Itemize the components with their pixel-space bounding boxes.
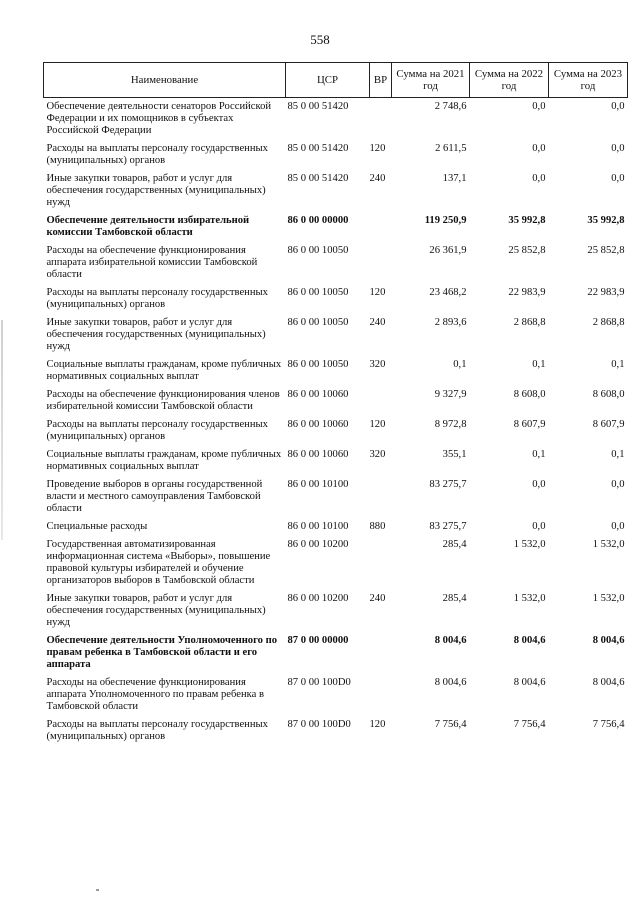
table-row bbox=[44, 170, 628, 212]
row-name: Расходы на обеспечение функционирования аппарата избирательной комиссии Тамбовской области bbox=[46, 245, 258, 280]
row-vr-code: 320 bbox=[369, 449, 386, 460]
table-row bbox=[44, 590, 628, 632]
row-sum-2022: 8 608,0 bbox=[513, 389, 546, 400]
row-sum-2021: 2 611,5 bbox=[435, 143, 467, 154]
header-sum-2021: Сумма на 2021 год bbox=[392, 63, 470, 98]
row-sum-2021: 0,1 bbox=[453, 359, 467, 370]
row-sum-2023: 0,0 bbox=[611, 101, 625, 112]
row-vr-code bbox=[370, 212, 392, 242]
header-sum-2023: Сумма на 2023 год bbox=[549, 63, 628, 98]
budget-table bbox=[43, 62, 628, 746]
row-name: Социальные выплаты гражданам, кроме публичных нормативных социальных выплат bbox=[46, 449, 282, 472]
table-row bbox=[44, 314, 628, 356]
row-csr-code: 86 0 00 10100 bbox=[287, 521, 349, 532]
row-vr-code bbox=[370, 674, 392, 716]
row-vr-code bbox=[370, 476, 392, 518]
table-row bbox=[44, 716, 628, 746]
row-vr-code: 240 bbox=[369, 317, 386, 328]
table-row bbox=[44, 536, 628, 590]
row-name: Расходы на обеспечение функционирования аппарата Уполномоченного по правам ребенка в Тамбовской области bbox=[46, 677, 264, 712]
row-sum-2021: 285,4 bbox=[442, 539, 467, 550]
table-row bbox=[44, 416, 628, 446]
row-name: Иные закупки товаров, работ и услуг для обеспечения государственных (муниципальных) нужд bbox=[46, 173, 266, 208]
row-csr-code: 87 0 00 00000 bbox=[287, 635, 349, 646]
row-sum-2021: 83 275,7 bbox=[429, 521, 467, 532]
header-csr: ЦСР bbox=[286, 63, 370, 98]
row-name: Иные закупки товаров, работ и услуг для обеспечения государственных (муниципальных) нужд bbox=[46, 593, 266, 628]
row-csr-code: 86 0 00 10050 bbox=[287, 317, 349, 328]
row-sum-2021: 26 361,9 bbox=[429, 245, 467, 256]
row-sum-2021: 23 468,2 bbox=[429, 287, 467, 298]
row-csr-code: 86 0 00 10060 bbox=[287, 389, 349, 400]
row-name: Расходы на выплаты персоналу государственных (муниципальных) органов bbox=[46, 287, 268, 310]
table-row bbox=[44, 98, 628, 141]
row-sum-2022: 8 607,9 bbox=[513, 419, 546, 430]
row-vr-code bbox=[370, 386, 392, 416]
row-sum-2022: 0,1 bbox=[532, 449, 546, 460]
row-sum-2021: 8 004,6 bbox=[434, 677, 467, 688]
row-vr-code: 120 bbox=[369, 419, 386, 430]
row-sum-2023: 0,0 bbox=[611, 173, 625, 184]
row-sum-2023: 1 532,0 bbox=[592, 593, 625, 604]
row-vr-code: 240 bbox=[369, 593, 386, 604]
row-name: Расходы на выплаты персоналу государственных (муниципальных) органов bbox=[46, 143, 268, 166]
row-vr-code: 120 bbox=[369, 143, 386, 154]
table-row bbox=[44, 140, 628, 170]
row-sum-2021: 7 756,4 bbox=[434, 719, 467, 730]
row-sum-2022: 0,0 bbox=[532, 101, 546, 112]
table-row bbox=[44, 242, 628, 284]
row-csr-code: 87 0 00 100D0 bbox=[287, 677, 351, 688]
row-name: Расходы на выплаты персоналу государственных (муниципальных) органов bbox=[46, 419, 268, 442]
row-sum-2022: 0,0 bbox=[532, 521, 546, 532]
row-csr-code: 86 0 00 10050 bbox=[287, 287, 349, 298]
scan-dot bbox=[96, 889, 99, 891]
row-sum-2021: 2 893,6 bbox=[434, 317, 467, 328]
table-header-row bbox=[44, 63, 628, 98]
row-sum-2022: 35 992,8 bbox=[508, 215, 546, 226]
row-vr-code bbox=[370, 536, 392, 590]
row-csr-code: 85 0 00 51420 bbox=[287, 101, 349, 112]
row-name: Социальные выплаты гражданам, кроме публичных нормативных социальных выплат bbox=[46, 359, 282, 382]
row-sum-2021: 8 972,8 bbox=[434, 419, 467, 430]
row-vr-code: 240 bbox=[369, 173, 386, 184]
row-sum-2022: 25 852,8 bbox=[508, 245, 546, 256]
row-sum-2022: 8 004,6 bbox=[513, 677, 546, 688]
row-name: Обеспечение деятельности Уполномоченного по правам ребенка в Тамбовской области и его аппарата bbox=[46, 635, 277, 670]
row-sum-2023: 8 004,6 bbox=[592, 635, 625, 646]
row-sum-2022: 22 983,9 bbox=[508, 287, 546, 298]
row-sum-2021: 83 275,7 bbox=[429, 479, 467, 490]
row-sum-2023: 0,0 bbox=[611, 143, 625, 154]
table-row bbox=[44, 446, 628, 476]
row-sum-2022: 0,0 bbox=[532, 173, 546, 184]
row-csr-code: 86 0 00 10200 bbox=[287, 593, 349, 604]
row-csr-code: 86 0 00 10050 bbox=[287, 245, 349, 256]
row-name: Обеспечение деятельности сенаторов Российской Федерации и их помощников в субъектах Российской Федерации bbox=[46, 101, 272, 136]
table-row bbox=[44, 284, 628, 314]
header-vr: ВР bbox=[370, 63, 392, 98]
row-csr-code: 85 0 00 51420 bbox=[287, 143, 349, 154]
table-body bbox=[44, 98, 628, 747]
table-row bbox=[44, 518, 628, 536]
row-name: Государственная автоматизированная информационная система «Выборы», повышение правовой культуры избирателей и обучение организаторов выборов в Тамбовской области bbox=[46, 539, 271, 586]
header-sum-2022: Сумма на 2022 год bbox=[470, 63, 549, 98]
table-row bbox=[44, 632, 628, 674]
scan-margin-mark bbox=[1, 320, 3, 540]
row-sum-2023: 7 756,4 bbox=[592, 719, 625, 730]
row-name: Специальные расходы bbox=[46, 521, 148, 532]
row-vr-code: 120 bbox=[369, 287, 386, 298]
row-vr-code bbox=[370, 98, 392, 141]
row-sum-2022: 0,0 bbox=[532, 479, 546, 490]
row-sum-2023: 1 532,0 bbox=[592, 539, 625, 550]
row-csr-code: 86 0 00 10060 bbox=[287, 419, 349, 430]
row-csr-code: 86 0 00 00000 bbox=[287, 215, 349, 226]
row-sum-2023: 25 852,8 bbox=[587, 245, 625, 256]
row-name: Расходы на выплаты персоналу государственных (муниципальных) органов bbox=[46, 719, 268, 742]
row-sum-2021: 9 327,9 bbox=[434, 389, 467, 400]
row-name: Иные закупки товаров, работ и услуг для обеспечения государственных (муниципальных) нужд bbox=[46, 317, 266, 352]
page-number: 558 bbox=[310, 32, 330, 47]
table-row bbox=[44, 476, 628, 518]
row-sum-2023: 0,1 bbox=[611, 449, 625, 460]
row-sum-2022: 1 532,0 bbox=[513, 539, 546, 550]
row-sum-2023: 0,1 bbox=[611, 359, 625, 370]
table-row bbox=[44, 212, 628, 242]
row-sum-2021: 8 004,6 bbox=[434, 635, 467, 646]
row-csr-code: 86 0 00 10060 bbox=[287, 449, 349, 460]
row-name: Расходы на обеспечение функционирования членов избирательной комиссии Тамбовской области bbox=[46, 389, 280, 412]
row-sum-2023: 8 607,9 bbox=[592, 419, 625, 430]
row-sum-2022: 1 532,0 bbox=[513, 593, 546, 604]
row-csr-code: 87 0 00 100D0 bbox=[287, 719, 351, 730]
row-sum-2021: 119 250,9 bbox=[424, 215, 467, 226]
row-csr-code: 86 0 00 10200 bbox=[287, 539, 349, 550]
row-csr-code: 86 0 00 10050 bbox=[287, 359, 349, 370]
row-vr-code bbox=[370, 242, 392, 284]
row-csr-code: 86 0 00 10100 bbox=[287, 479, 349, 490]
row-sum-2023: 0,0 bbox=[611, 521, 625, 532]
row-sum-2022: 0,0 bbox=[532, 143, 546, 154]
row-vr-code: 320 bbox=[369, 359, 386, 370]
row-sum-2023: 35 992,8 bbox=[587, 215, 625, 226]
table-row bbox=[44, 386, 628, 416]
table-row bbox=[44, 674, 628, 716]
row-sum-2023: 2 868,8 bbox=[592, 317, 625, 328]
row-sum-2023: 8 004,6 bbox=[592, 677, 625, 688]
row-sum-2022: 8 004,6 bbox=[513, 635, 546, 646]
row-csr-code: 85 0 00 51420 bbox=[287, 173, 349, 184]
row-sum-2023: 0,0 bbox=[611, 479, 625, 490]
row-sum-2022: 2 868,8 bbox=[513, 317, 546, 328]
row-sum-2021: 137,1 bbox=[442, 173, 467, 184]
row-sum-2021: 285,4 bbox=[442, 593, 467, 604]
row-name: Проведение выборов в органы государственной власти и местного самоуправления Тамбовской области bbox=[46, 479, 263, 514]
row-sum-2021: 355,1 bbox=[442, 449, 467, 460]
table-row bbox=[44, 356, 628, 386]
row-sum-2021: 2 748,6 bbox=[434, 101, 467, 112]
row-name: Обеспечение деятельности избирательной комиссии Тамбовской области bbox=[46, 215, 250, 238]
row-sum-2023: 8 608,0 bbox=[592, 389, 625, 400]
row-sum-2023: 22 983,9 bbox=[587, 287, 625, 298]
row-vr-code bbox=[370, 632, 392, 674]
row-vr-code: 880 bbox=[369, 521, 386, 532]
row-sum-2022: 0,1 bbox=[532, 359, 546, 370]
row-sum-2022: 7 756,4 bbox=[513, 719, 546, 730]
row-vr-code: 120 bbox=[369, 719, 386, 730]
header-name: Наименование bbox=[44, 63, 286, 98]
